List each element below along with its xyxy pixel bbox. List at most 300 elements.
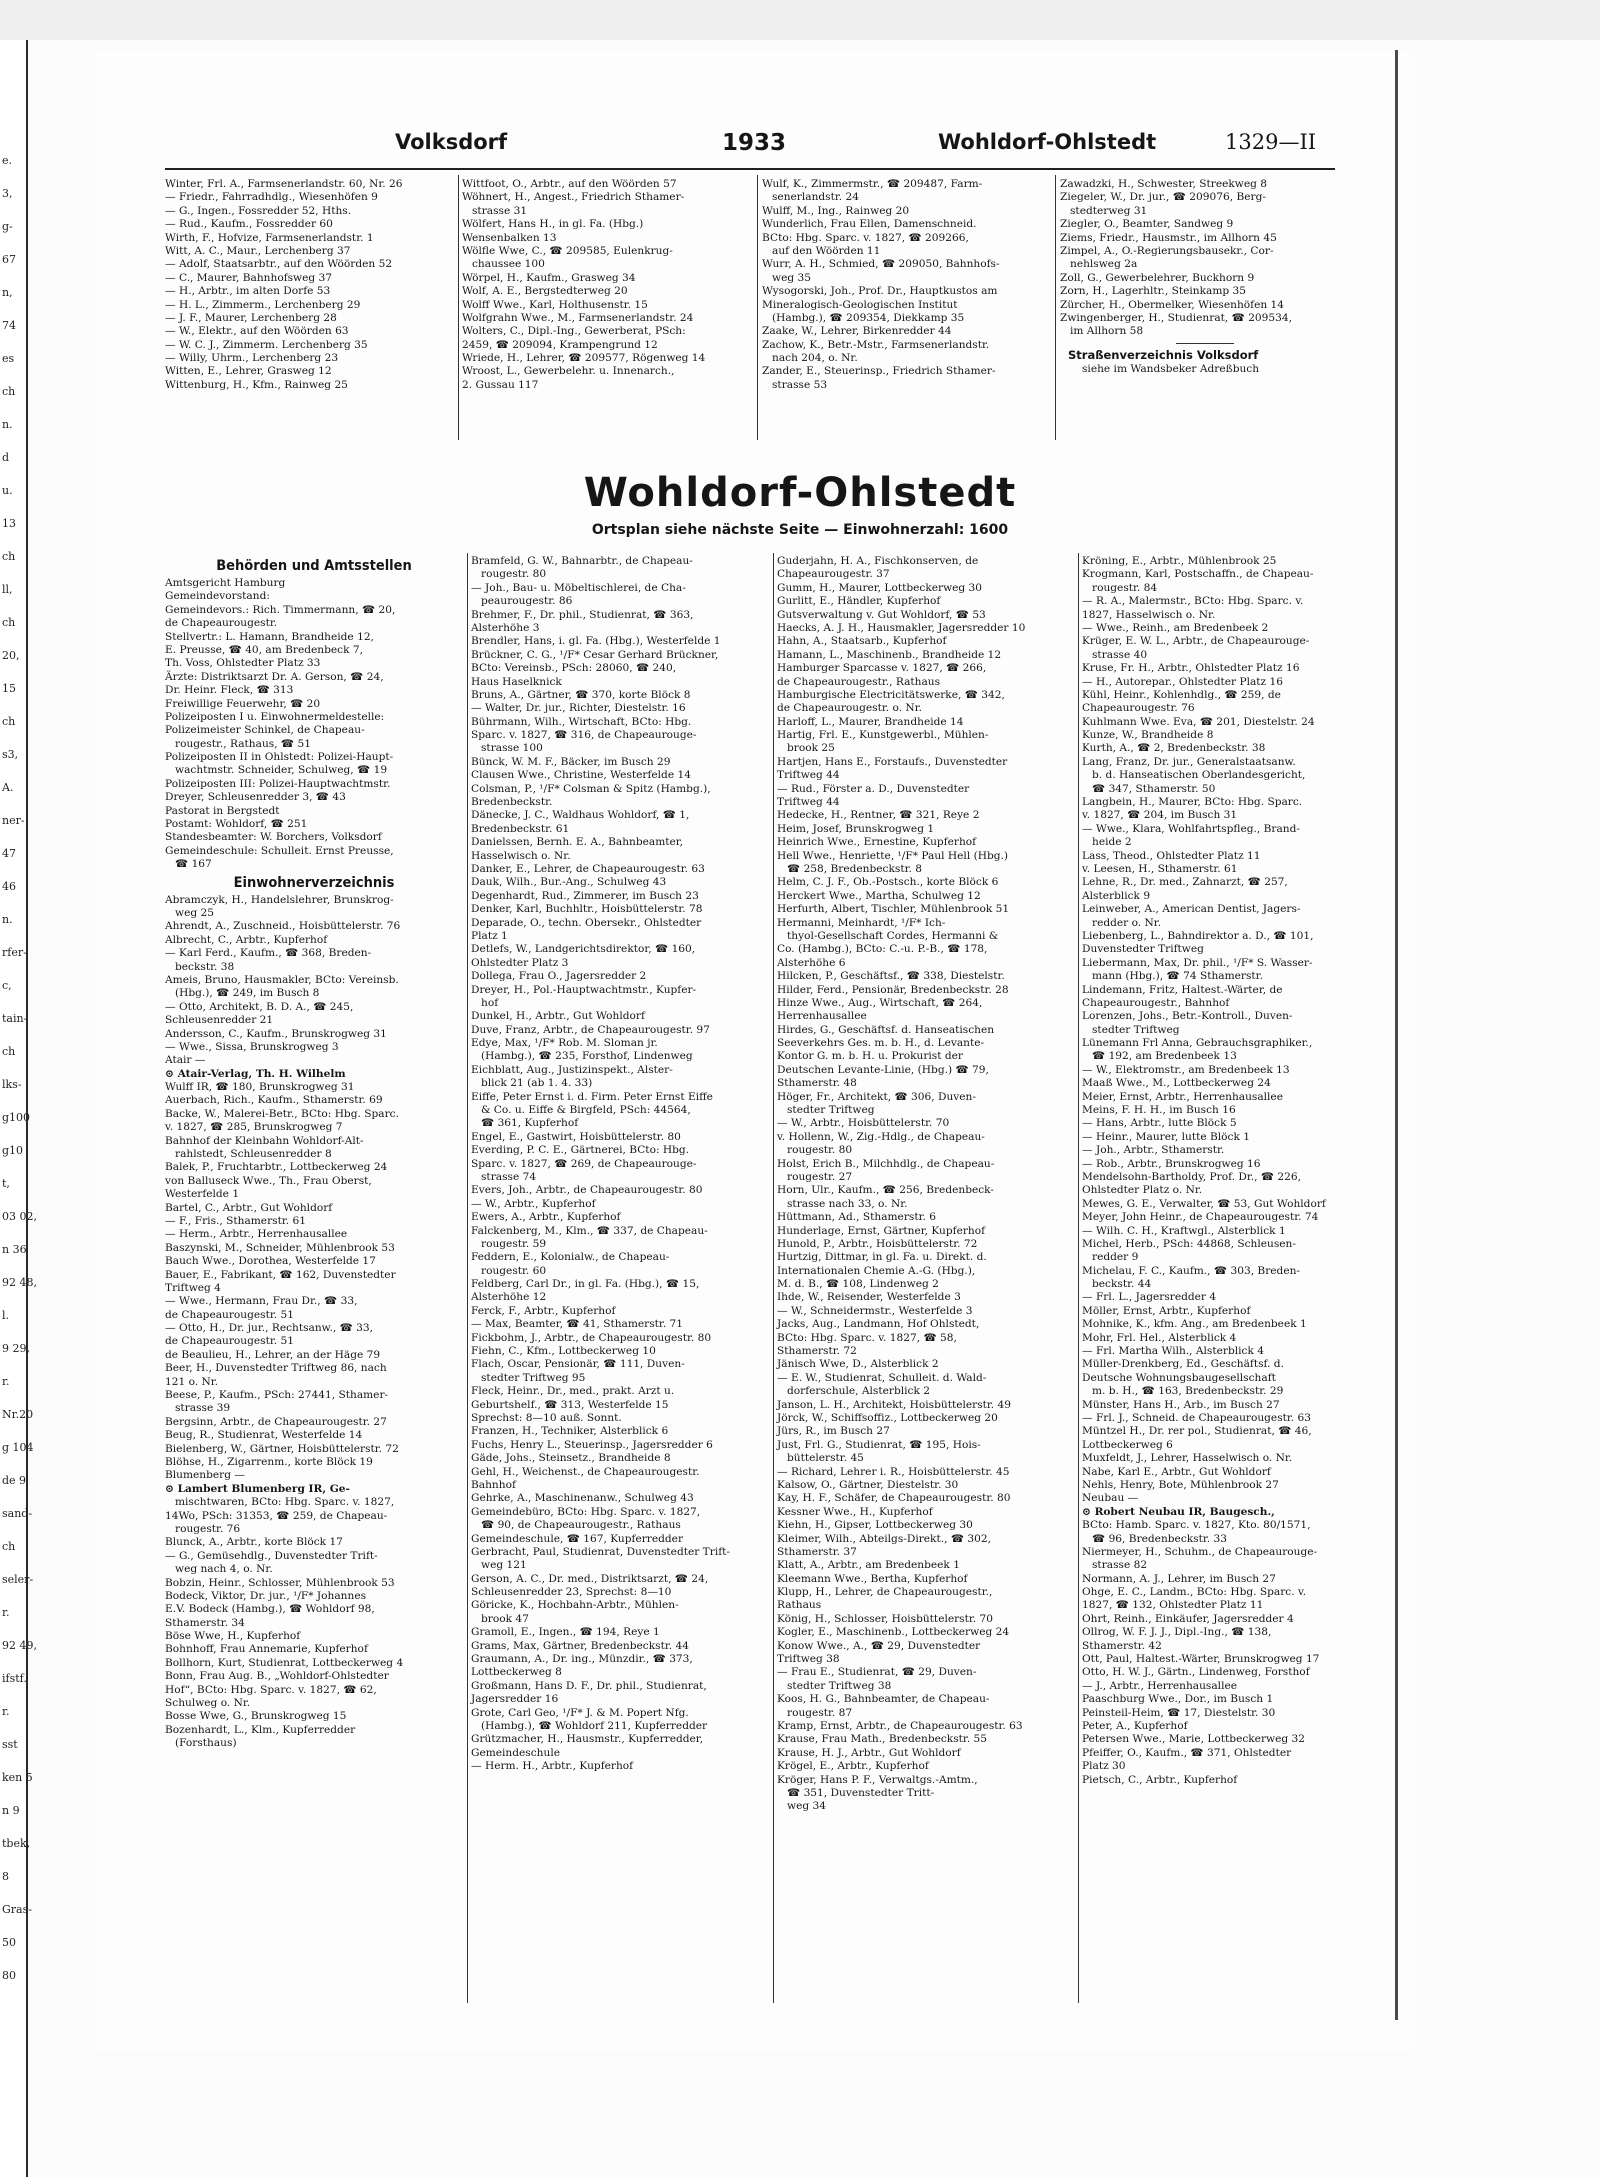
previous-page-fragment: rfer- — [2, 946, 27, 959]
directory-entry-line: Bobzin, Heinr., Schlosser, Mühlenbrook 53 — [165, 1576, 395, 1589]
sheet-right-edge — [1395, 50, 1398, 2020]
directory-entry-line: — Frau E., Studienrat, ☎ 29, Duven- — [777, 1666, 977, 1679]
directory-entry-line: Maaß Wwe., M., Lottbeckerweg 24 — [1082, 1077, 1271, 1090]
directory-entry-line: Alsterhöhe 6 — [777, 956, 846, 969]
strassen-note: siehe im Wandsbeker Adreßbuch — [1082, 362, 1260, 375]
directory-entry-line: Krüger, E. W. L., Arbtr., de Chapeaurouge- — [1082, 635, 1310, 648]
directory-entry-line: Schulweg o. Nr. — [165, 1697, 251, 1710]
directory-entry-line: — W. C. J., Zimmerm. Lerchenberg 35 — [165, 338, 368, 351]
previous-page-fragment: e. — [2, 154, 13, 167]
directory-entry-line: Atair — — [165, 1054, 206, 1067]
directory-entry-line: Kay, H. F., Schäfer, de Chapeaurougestr. 80 — [777, 1492, 1011, 1505]
previous-page-fragment: de 9 — [2, 1474, 27, 1487]
directory-entry-line: Wysogorski, Joh., Prof. Dr., Hauptkustos am — [762, 285, 998, 298]
strassen-heading: Straßenverzeichnis Volksdorf — [1068, 347, 1259, 362]
directory-entry-line: — W., Elektromstr., am Bredenbeek 13 — [1082, 1063, 1290, 1076]
directory-entry-line: blick 21 (ab 1. 4. 33) — [481, 1077, 593, 1090]
directory-entry-line: (Hbg.), ☎ 249, im Busch 8 — [175, 987, 320, 1000]
directory-entry-line: Eiffe, Peter Ernst i. d. Firm. Peter Ernst Eiffe — [471, 1090, 713, 1103]
column-3 — [777, 555, 1073, 2000]
directory-entry-line: — Heinr., Maurer, lutte Blöck 1 — [1082, 1130, 1251, 1143]
directory-entry-line: Lang, Franz, Dr. jur., Generalstaatsanw. — [1082, 755, 1296, 768]
directory-entry-line: Jürs, R., im Busch 27 — [777, 1425, 890, 1438]
directory-entry-line: Blöhse, H., Zigarrenm., korte Blöck 19 — [165, 1456, 373, 1468]
directory-entry-line: Meins, F. H. H., im Busch 16 — [1082, 1104, 1236, 1117]
directory-entry-line: Dunkel, H., Arbtr., Gut Wohldorf — [471, 1010, 645, 1023]
previous-page-fragment: 20, — [2, 649, 20, 662]
directory-entry-line: Bredenbeckstr. 61 — [471, 822, 570, 835]
directory-entry-line: Gemeindevorstand: — [165, 590, 270, 603]
directory-entry-line: BCto: Hamb. Sparc. v. 1827, Kto. 80/1571, — [1082, 1519, 1311, 1532]
directory-entry-line: Herckert Wwe., Martha, Schulweg 12 — [777, 889, 981, 902]
directory-entry-line: — W., Elektr., auf den Wöörden 63 — [165, 325, 349, 338]
directory-entry-line: Helm, C. J. F., Ob.-Postsch., korte Blöck 6 — [777, 876, 999, 889]
directory-entry-line: — Frl. L., Jagersredder 4 — [1082, 1291, 1217, 1304]
directory-entry-line: Deutsche Wohnungsbaugesellschaft — [1082, 1371, 1276, 1384]
directory-entry-line: Großmann, Hans D. F., Dr. phil., Studienrat, — [471, 1679, 707, 1692]
directory-entry-line: Gemeindeschule: Schulleit. Ernst Preusse, — [165, 844, 394, 857]
directory-entry-line: auf den Wöörden 11 — [772, 244, 881, 257]
directory-entry-line: Witten, E., Lehrer, Grasweg 12 — [165, 365, 332, 378]
directory-entry-line: Wulff, M., Ing., Rainweg 20 — [762, 204, 910, 217]
directory-entry-line: stedter Triftweg — [787, 1104, 875, 1117]
directory-entry-line: rougestr. 59 — [481, 1237, 547, 1250]
directory-entry-line: Ott, Paul, Haltest.-Wärter, Brunskrogweg 17 — [1082, 1653, 1320, 1666]
directory-entry-line: 2. Gussau 117 — [462, 378, 539, 391]
directory-entry-line: Wolf, A. E., Bergstedterweg 20 — [462, 285, 628, 298]
directory-entry-line: Sparc. v. 1827, ☎ 316, de Chapeaurouge- — [471, 729, 697, 742]
previous-page-fragment: sand- — [2, 1507, 33, 1520]
directory-entry-line: Böse Wwe, H., Kupferhof — [165, 1630, 301, 1643]
directory-entry-line: Peinsteil-Heim, ☎ 17, Diestelstr. 30 — [1082, 1706, 1276, 1719]
directory-entry-line: Standesbeamter: W. Borchers, Volksdorf — [165, 831, 382, 844]
directory-entry-line: ⊙ Atair-Verlag, Th. H. Wilhelm — [165, 1067, 346, 1080]
directory-entry-line: Hahn, A., Staatsarb., Kupferhof — [777, 635, 947, 648]
directory-entry-line: ☎ 258, Bredenbeckstr. 8 — [787, 862, 922, 875]
column-divider — [458, 175, 459, 440]
directory-entry-line: ☎ 361, Kupferhof — [481, 1117, 579, 1130]
directory-entry-line: Bührmann, Wilh., Wirtschaft, BCto: Hbg. — [471, 715, 692, 728]
directory-entry-line: Haus Haselknick — [471, 675, 562, 688]
directory-entry-line: Seeverkehrs Ges. m. b. H., d. Levante- — [777, 1037, 985, 1050]
directory-entry-line: — Rud., Förster a. D., Duvenstedter — [777, 782, 970, 795]
directory-entry-line: Gemeindeschule, ☎ 167, Kupferredder — [471, 1532, 684, 1545]
directory-entry-line: Krögel, E., Arbtr., Kupferhof — [777, 1760, 929, 1773]
directory-entry-line: Ameis, Bruno, Hausmakler, BCto: Vereinsb. — [165, 973, 399, 986]
directory-entry-line: Polizeimeister Schinkel, de Chapeau- — [165, 724, 365, 737]
directory-entry-line: Bruns, A., Gärtner, ☎ 370, korte Blöck 8 — [471, 688, 691, 701]
directory-entry-line: — Frl. Martha Wilh., Alsterblick 4 — [1082, 1345, 1264, 1358]
directory-entry-line: Müntzel H., Dr. rer pol., Studienrat, ☎ 46, — [1082, 1425, 1312, 1438]
directory-entry-line: Backe, W., Malerei-Betr., BCto: Hbg. Sparc. — [165, 1107, 399, 1120]
top-column-4 — [1060, 178, 1350, 438]
directory-entry-line: Lass, Theod., Ohlstedter Platz 11 — [1082, 849, 1261, 862]
directory-entry-line: stedter Triftweg 38 — [787, 1679, 892, 1692]
directory-entry-line: Internationalen Chemie A.-G. (Hbg.), — [777, 1264, 976, 1277]
top-column-3 — [762, 178, 1052, 438]
directory-entry-line: Bahnhof — [471, 1478, 516, 1491]
directory-entry-line: Kleimer, Wilh., Abteilgs-Direkt., ☎ 302, — [777, 1532, 991, 1545]
directory-entry-line: Bozenhardt, L., Klm., Kupferredder — [165, 1723, 356, 1736]
directory-entry-line: Bohnhoff, Frau Annemarie, Kupferhof — [165, 1643, 368, 1656]
directory-entry-line: Duvenstedter Triftweg — [1082, 943, 1204, 956]
directory-entry-line: senerlandstr. 24 — [772, 191, 859, 204]
directory-entry-line: Kontor G. m. b. H. u. Prokurist der — [777, 1050, 963, 1063]
directory-entry-line: Gehrke, A., Maschinenanw., Schulweg 43 — [471, 1492, 694, 1505]
directory-entry-line: — Wwe., Klara, Wohlfahrtspfleg., Brand- — [1082, 822, 1300, 835]
directory-entry-line: de Chapeaurougestr. — [165, 617, 278, 630]
directory-entry-line: Krogmann, Karl, Postschaffn., de Chapeau- — [1082, 568, 1314, 581]
previous-page-fragment: r. — [2, 1606, 10, 1619]
directory-entry-line: redder 9 — [1092, 1251, 1139, 1264]
directory-entry-line: ⊙ Robert Neubau IR, Baugesch., — [1082, 1505, 1275, 1518]
directory-entry-line: Mewes, G. E., Verwalter, ☎ 53, Gut Wohldorf — [1082, 1197, 1326, 1210]
directory-entry-line: Gutsverwaltung v. Gut Wohldorf, ☎ 53 — [777, 608, 986, 621]
directory-entry-line: Clausen Wwe., Christine, Westerfelde 14 — [471, 769, 691, 782]
directory-entry-line: Gurlitt, E., Händler, Kupferhof — [777, 595, 941, 608]
previous-page-fragment: ch — [2, 1540, 16, 1553]
directory-entry-line: Bauch Wwe., Dorothea, Westerfelde 17 — [165, 1255, 376, 1268]
directory-entry-line: Colsman, P., ¹/F* Colsman & Spitz (Hambg.), — [471, 782, 711, 795]
directory-entry-line: Ollrog, W. F. J. J., Dipl.-Ing., ☎ 138, — [1082, 1626, 1272, 1639]
directory-entry-line: Wensenbalken 13 — [462, 231, 557, 244]
directory-entry-line: Polizeiposten I u. Einwohnermeldestelle: — [165, 710, 385, 723]
directory-entry-line: Gumm, H., Maurer, Lottbeckerweg 30 — [777, 581, 983, 594]
previous-page-fragment: 8 — [2, 1870, 9, 1883]
previous-page-fragment: r. — [2, 1375, 10, 1388]
directory-entry-line: Beer, H., Duvenstedter Triftweg 86, nach — [165, 1362, 387, 1375]
directory-entry-line: BCto: Hbg. Sparc. v. 1827, ☎ 209266, — [762, 231, 969, 244]
directory-entry-line: Sthamerstr. 72 — [777, 1345, 857, 1358]
directory-entry-line: Jörck, W., Schiffsoffiz., Lottbeckerweg 20 — [777, 1412, 998, 1424]
directory-entry-line: strasse 74 — [481, 1170, 537, 1183]
directory-entry-line: Gramoll, E., Ingen., ☎ 194, Reye 1 — [471, 1626, 660, 1639]
directory-entry-line: M. d. B., ☎ 108, Lindenweg 2 — [777, 1278, 939, 1291]
directory-entry-line: Triftweg 4 — [165, 1281, 221, 1294]
directory-entry-line: 1827, Hasselwisch o. Nr. — [1082, 608, 1216, 621]
section-heading-behoerden: Behörden und Amtsstellen — [216, 558, 412, 574]
directory-entry-line: Paaschburg Wwe., Dor., im Busch 1 — [1082, 1693, 1274, 1706]
column-4 — [1082, 555, 1382, 2000]
directory-entry-line: Dauk, Wilh., Bur.-Ang., Schulweg 43 — [471, 876, 667, 889]
directory-entry-line: Sthamerstr. 34 — [165, 1616, 245, 1629]
directory-entry-line: ☎ 96, Bredenbeckstr. 33 — [1092, 1532, 1227, 1545]
directory-entry-line: — Rud., Kaufm., Fossredder 60 — [165, 218, 333, 231]
directory-entry-line: de Chapeaurougestr., Rathaus — [777, 675, 941, 688]
directory-entry-line: — J. F., Maurer, Lerchenberg 28 — [165, 311, 337, 324]
previous-page-fragment: ch — [2, 616, 16, 629]
directory-entry-line: Herfurth, Albert, Tischler, Mühlenbrook 51 — [777, 903, 1010, 916]
directory-entry-line: — J., Arbtr., Herrenhausallee — [1082, 1679, 1237, 1692]
directory-entry-line: Dollega, Frau O., Jagersredder 2 — [471, 970, 647, 983]
directory-entry-line: Wölfle Wwe, C., ☎ 209585, Eulenkrug- — [462, 244, 673, 257]
directory-entry-line: Jänisch Wwe, D., Alsterblick 2 — [777, 1358, 939, 1371]
directory-entry-line: Petersen Wwe., Marie, Lottbeckerweg 32 — [1082, 1733, 1305, 1746]
previous-page-fragment: n, — [2, 286, 13, 299]
directory-entry-line: Hartjen, Hans E., Forstaufs., Duvenstedter — [777, 755, 1008, 768]
previous-page-fragment: 74 — [2, 319, 16, 332]
directory-entry-line: — Adolf, Staatsarbtr., auf den Wöörden 52 — [165, 258, 393, 271]
directory-entry-line: — C., Maurer, Bahnhofsweg 37 — [165, 271, 333, 284]
directory-entry-line: — Wilh. C. H., Kraftwgl., Alsterblick 1 — [1082, 1224, 1286, 1237]
directory-entry-line: Klupp, H., Lehrer, de Chapeaurougestr., — [777, 1586, 993, 1599]
directory-entry-line: Polizeiposten II in Ohlstedt: Polizei-Haupt- — [165, 751, 394, 764]
directory-entry-line: Auerbach, Rich., Kaufm., Sthamerstr. 69 — [165, 1094, 383, 1107]
directory-entry-line: Hunderlage, Ernst, Gärtner, Kupferhof — [777, 1224, 986, 1237]
directory-entry-line: Brendler, Hans, i. gl. Fa. (Hbg.), Westerfelde 1 — [471, 635, 721, 648]
directory-entry-line: Wittfoot, O., Arbtr., auf den Wöörden 57 — [462, 178, 677, 190]
directory-entry-line: Balek, P., Fruchtarbtr., Lottbeckerweg 24 — [165, 1161, 388, 1174]
directory-entry-line: Hamann, L., Maschinenb., Brandheide 12 — [777, 648, 1002, 661]
previous-page-fragment: 47 — [2, 847, 16, 860]
directory-entry-line: Stellvertr.: L. Hamann, Brandheide 12, — [165, 630, 374, 643]
directory-entry-line: Lünemann Frl Anna, Gebrauchsgraphiker., — [1082, 1037, 1313, 1050]
previous-page-fragment: g- — [2, 220, 13, 233]
directory-entry-line: Hell Wwe., Henriette, ¹/F* Paul Hell (Hbg.) — [777, 849, 1009, 862]
directory-entry-line: Liebenberg, L., Bahndirektor a. D., ☎ 101, — [1082, 929, 1314, 942]
directory-entry-line: brook 25 — [787, 742, 835, 755]
directory-entry-line: BCto: Vereinsb., PSch: 28060, ☎ 240, — [471, 662, 677, 675]
directory-entry-line: Kuhlmann Wwe. Eva, ☎ 201, Diestelstr. 24 — [1082, 715, 1315, 728]
directory-entry-line: Zoll, G., Gewerbelehrer, Buckhorn 9 — [1060, 271, 1255, 284]
top-column-2 — [462, 178, 752, 438]
directory-entry-line: Ohge, E. C., Landm., BCto: Hbg. Sparc. v. — [1082, 1586, 1307, 1599]
directory-entry-line: Otto, H. W. J., Gärtn., Lindenweg, Forsthof — [1082, 1666, 1310, 1679]
column-divider — [467, 553, 468, 2003]
divider — [1060, 339, 1350, 347]
previous-page-fragment: es — [2, 352, 15, 365]
directory-entry-line: Neubau — — [1082, 1492, 1139, 1505]
directory-entry-line: dorferschule, Alsterblick 2 — [787, 1385, 930, 1398]
directory-entry-line: — W., Arbtr., Kupferhof — [471, 1197, 596, 1210]
previous-page-fragment: 3, — [2, 187, 13, 200]
directory-entry-line: Hartig, Frl. E., Kunstgewerbl., Mühlen- — [777, 729, 989, 742]
directory-entry-line: Postamt: Wohldorf, ☎ 251 — [165, 818, 308, 831]
directory-entry-line: Denker, Karl, Buchhltr., Hoisbüttelerstr. 78 — [471, 903, 703, 916]
directory-entry-line: Wunderlich, Frau Ellen, Damenschneid. — [762, 218, 977, 231]
directory-entry-line: Niermeyer, H., Schuhm., de Chapeaurouge- — [1082, 1545, 1318, 1558]
header-rule — [165, 168, 1335, 170]
directory-entry-line: im Allhorn 58 — [1070, 325, 1144, 338]
directory-entry-line: Hurtzig, Dittmar, in gl. Fa. u. Direkt. d. — [777, 1251, 987, 1264]
directory-entry-line: Fleck, Heinr., Dr., med., prakt. Arzt u. — [471, 1385, 675, 1398]
column-divider — [1055, 175, 1056, 440]
directory-entry-line: Blumenberg — — [165, 1469, 245, 1482]
top-column-1 — [165, 178, 453, 438]
directory-entry-line: Grützmacher, H., Hausmstr., Kupferredder, — [471, 1733, 704, 1746]
directory-entry-line: de Chapeaurougestr. 51 — [165, 1308, 294, 1321]
directory-entry-line: weg nach 4, o. Nr. — [175, 1563, 273, 1576]
previous-page-fragment: t, — [2, 1177, 10, 1190]
directory-entry-line: Ohrt, Reinh., Einkäufer, Jagersredder 4 — [1082, 1612, 1294, 1625]
previous-page-fragment: 92 48, — [2, 1276, 37, 1289]
directory-entry-line: Schleusenredder 21 — [165, 1014, 274, 1027]
directory-entry-line: ☎ 167 — [175, 858, 212, 871]
directory-entry-line: 1827, ☎ 132, Ohlstedter Platz 11 — [1082, 1599, 1264, 1612]
directory-entry-line: Triftweg 44 — [777, 796, 840, 809]
directory-entry-line: v. 1827, ☎ 285, Brunskrogweg 7 — [165, 1121, 343, 1134]
previous-page-fragment: n 9 — [2, 1804, 20, 1817]
directory-entry-line: — F., Fris., Sthamerstr. 61 — [165, 1214, 306, 1227]
directory-entry-line: E.V. Bodeck (Hambg.), ☎ Wohldorf 98, — [165, 1603, 375, 1616]
directory-entry-line: Meier, Ernst, Arbtr., Herrenhausallee — [1082, 1090, 1283, 1103]
directory-entry-line: weg 25 — [175, 906, 214, 919]
directory-entry-line: Platz 1 — [471, 929, 508, 942]
directory-entry-line: Kogler, E., Maschinenb., Lottbeckerweg 24 — [777, 1626, 1010, 1639]
directory-entry-line: weg 35 — [772, 271, 811, 284]
directory-entry-line: strasse 82 — [1092, 1559, 1148, 1572]
scan-top-band — [0, 0, 1600, 40]
previous-page-fragment: 46 — [2, 880, 16, 893]
directory-entry-line: weg 121 — [481, 1559, 527, 1572]
directory-entry-line: 2459, ☎ 209094, Krampengrund 12 — [462, 338, 658, 351]
directory-entry-line: b. d. Hanseatischen Oberlandesgericht, — [1092, 769, 1306, 782]
previous-page-fragment: g100 — [2, 1111, 31, 1124]
previous-page-fragment: sst — [2, 1738, 18, 1751]
directory-entry-line: Ahrendt, A., Zuschneid., Hoisbüttelerstr. 76 — [165, 920, 401, 933]
directory-entry-line: Zawadzki, H., Schwester, Streekweg 8 — [1060, 178, 1268, 190]
directory-entry-line: Triftweg 44 — [777, 769, 840, 782]
directory-entry-line: Baszynski, M., Schneider, Mühlenbrook 53 — [165, 1241, 395, 1254]
directory-entry-line: Bonn, Frau Aug. B., „Wohldorf-Ohlstedter — [165, 1670, 389, 1683]
directory-entry-line: (Forsthaus) — [175, 1737, 237, 1750]
directory-entry-line: Wolters, C., Dipl.-Ing., Gewerberat, PSch: — [462, 325, 686, 338]
directory-entry-line: chaussee 100 — [472, 258, 545, 271]
directory-entry-line: Hunold, P., Arbtr., Hoisbüttelerstr. 72 — [777, 1237, 978, 1250]
directory-entry-line: Hirdes, G., Geschäftsf. d. Hanseatischen — [777, 1023, 995, 1036]
directory-entry-line: Grams, Max, Gärtner, Bredenbeckstr. 44 — [471, 1639, 689, 1652]
directory-entry-line: — H., Arbtr., im alten Dorfe 53 — [165, 285, 331, 298]
directory-entry-line: Gemeindevors.: Rich. Timmermann, ☎ 20, — [165, 603, 396, 616]
column-2 — [471, 555, 769, 2000]
directory-entry-line: Peter, A., Kupferhof — [1082, 1719, 1188, 1732]
previous-page-fragment: tbek, — [2, 1837, 31, 1850]
previous-page-fragment: n. — [2, 418, 13, 431]
directory-entry-line: — Otto, H., Dr. jur., Rechtsanw., ☎ 33, — [165, 1322, 374, 1335]
directory-entry-line: Pfeiffer, O., Kaufm., ☎ 371, Ohlstedter — [1082, 1746, 1292, 1759]
directory-entry-line: Bielenberg, W., Gärtner, Hoisbüttelerstr. 72 — [165, 1442, 399, 1455]
directory-entry-line: Michel, Herb., PSch: 44868, Schleusen- — [1082, 1237, 1296, 1250]
directory-entry-line: Eichblatt, Aug., Justizinspekt., Alster- — [471, 1063, 673, 1076]
directory-entry-line: — Max, Beamter, ☎ 41, Sthamerstr. 71 — [471, 1318, 684, 1331]
directory-entry-line: — Walter, Dr. jur., Richter, Diestelstr. 16 — [471, 702, 686, 715]
directory-entry-line: Brückner, C. G., ¹/F* Cesar Gerhard Brückner, — [471, 648, 719, 661]
directory-entry-line: Wulff IR, ☎ 180, Brunskrogweg 31 — [165, 1081, 355, 1094]
header-right: Wohldorf-Ohlstedt — [938, 130, 1157, 154]
directory-entry-line: — Willy, Uhrm., Lerchenberg 23 — [165, 352, 339, 365]
previous-page-fragment: ch — [2, 550, 16, 563]
directory-entry-line: wachtmstr. Schneider, Schulweg, ☎ 19 — [175, 764, 388, 777]
directory-entry-line: Bahnhof der Kleinbahn Wohldorf-Alt- — [165, 1134, 364, 1147]
directory-entry-line: Alsterhöhe 12 — [471, 1291, 547, 1304]
directory-entry-line: Zaake, W., Lehrer, Birkenredder 44 — [762, 325, 952, 338]
previous-page-fragment: Nr.20 — [2, 1408, 34, 1421]
directory-entry-line: mann (Hbg.), ☎ 74 Sthamerstr. — [1092, 970, 1263, 983]
directory-entry-line: Geburtshelf., ☎ 313, Westerfelde 15 — [471, 1398, 669, 1411]
previous-page-strip — [0, 40, 37, 2177]
directory-entry-line: Kalsow, O., Gärtner, Diestelstr. 30 — [777, 1478, 959, 1491]
directory-entry-line: beckstr. 38 — [175, 960, 235, 973]
previous-page-fragment: tain- — [2, 1012, 28, 1025]
directory-entry-line: Fuchs, Henry L., Steuerinsp., Jagersredder 6 — [471, 1438, 713, 1451]
directory-entry-line: Wirth, F., Hofvize, Farmsenerlandstr. 1 — [165, 231, 374, 244]
directory-entry-line: Wolfgrahn Wwe., M., Farmsenerlandstr. 24 — [462, 311, 694, 324]
previous-page-fragment: 15 — [2, 682, 16, 695]
directory-entry-line: König, H., Schlosser, Hoisbüttelerstr. 70 — [777, 1612, 993, 1625]
directory-entry-line: Leinweber, A., American Dentist, Jagers- — [1082, 903, 1301, 916]
directory-entry-line: Bauer, E., Fabrikant, ☎ 162, Duvenstedter — [165, 1268, 396, 1281]
directory-entry-line: Danker, E., Lehrer, de Chapeaurougestr. 63 — [471, 862, 705, 875]
directory-entry-line: ☎ 351, Duvenstedter Tritt- — [787, 1786, 935, 1799]
directory-entry-line: rougestr. 27 — [787, 1170, 853, 1183]
directory-entry-line: Zimpel, A., O.-Regierungsbausekr., Cor- — [1060, 244, 1274, 257]
directory-entry-line: Kleemann Wwe., Bertha, Kupferhof — [777, 1572, 968, 1585]
directory-entry-line: Mohnike, K., kfm. Ang., am Bredenbeek 1 — [1082, 1318, 1307, 1331]
directory-entry-line: Beug, R., Studienrat, Westerfelde 14 — [165, 1429, 363, 1442]
directory-entry-line: nehlsweg 2a — [1070, 258, 1138, 271]
directory-entry-line: stedter Triftweg — [1092, 1023, 1180, 1036]
directory-entry-line: Kunze, W., Brandheide 8 — [1082, 729, 1214, 742]
directory-entry-line: Harloff, L., Maurer, Brandheide 14 — [777, 715, 964, 728]
directory-entry-line: Koos, H. G., Bahnbeamter, de Chapeau- — [777, 1693, 990, 1706]
page-number: 1329—II — [1225, 130, 1317, 154]
directory-entry-line: Müller-Drenkberg, Ed., Geschäftsf. d. — [1082, 1358, 1284, 1371]
directory-entry-line: Evers, Joh., Arbtr., de Chapeaurougestr. 80 — [471, 1184, 703, 1197]
directory-entry-line: — Wwe., Reinh., am Bredenbeek 2 — [1082, 621, 1269, 634]
directory-entry-line: — Otto, Architekt, B. D. A., ☎ 245, — [165, 1000, 354, 1013]
directory-entry-line: Hedecke, H., Rentner, ☎ 321, Reye 2 — [777, 809, 980, 822]
directory-entry-line: Hamburger Sparcasse v. 1827, ☎ 266, — [777, 662, 987, 675]
directory-entry-line: Göricke, K., Hochbahn-Arbtr., Mühlen- — [471, 1599, 679, 1612]
directory-entry-line: — Karl Ferd., Kaufm., ☎ 368, Breden- — [165, 947, 372, 960]
directory-entry-line: Hilcken, P., Geschäftsf., ☎ 338, Diestelstr. — [777, 970, 1005, 983]
directory-entry-line: stedterweg 31 — [1070, 204, 1148, 217]
directory-entry-line: Münster, Hans H., Arb., im Busch 27 — [1082, 1398, 1280, 1411]
previous-page-fragment: g 104 — [2, 1441, 34, 1454]
directory-entry-line: — W., Schneidermstr., Westerfelde 3 — [777, 1304, 973, 1317]
directory-entry-line: Zorn, H., Lagerhltr., Steinkamp 35 — [1060, 285, 1247, 298]
directory-entry-line: Heim, Josef, Brunskrogweg 1 — [777, 822, 935, 835]
previous-page-fragment: seler- — [2, 1573, 34, 1586]
directory-entry-line: Bergsinn, Arbtr., de Chapeaurougestr. 27 — [165, 1415, 387, 1428]
directory-entry-line: rougestr. 76 — [175, 1522, 241, 1535]
directory-entry-line: Edye, Max, ¹/F* Rob. M. Sloman jr. — [471, 1037, 658, 1050]
previous-page-fragment: n 36 — [2, 1243, 27, 1256]
directory-entry-line: Duve, Franz, Arbtr., de Chapeaurougestr. 97 — [471, 1023, 710, 1036]
directory-entry-line: Haecks, A. J. H., Hausmakler, Jagersredder 10 — [777, 621, 1026, 634]
directory-entry-line: E. Preusse, ☎ 40, am Bredenbeck 7, — [165, 643, 364, 656]
directory-entry-line: Lehne, R., Dr. med., Zahnarzt, ☎ 257, — [1082, 876, 1288, 889]
directory-entry-line: Chapeaurougestr., Bahnhof — [1082, 996, 1230, 1009]
directory-entry-line: Detlefs, W., Landgerichtsdirektor, ☎ 160, — [471, 943, 696, 956]
directory-entry-line: Kramp, Ernst, Arbtr., de Chapeaurougestr. 63 — [777, 1719, 1023, 1732]
previous-page-fragment: ch — [2, 385, 16, 398]
directory-entry-line: Bodeck, Viktor, Dr. jur., ¹/F* Johannes — [165, 1589, 367, 1602]
previous-page-fragment: s3, — [2, 748, 19, 761]
directory-entry-line: Winter, Frl. A., Farmsenerlandstr. 60, Nr. 26 — [165, 178, 403, 190]
directory-entry-line: Wittenburg, H., Kfm., Rainweg 25 — [165, 378, 348, 391]
directory-entry-line: v. Hollenn, W., Zig.-Hdlg., de Chapeau- — [777, 1130, 985, 1143]
previous-page-fragment: u. — [2, 484, 13, 497]
directory-entry-line: Lottbeckerweg 8 — [471, 1666, 562, 1679]
directory-entry-line: Bartel, C., Arbtr., Gut Wohldorf — [165, 1201, 333, 1214]
directory-entry-line: — R. A., Malermstr., BCto: Hbg. Sparc. v. — [1082, 595, 1304, 608]
directory-entry-line: Grote, Carl Geo, ¹/F* J. & M. Popert Nfg. — [471, 1706, 689, 1719]
directory-entry-line: Sthamerstr. 48 — [777, 1077, 857, 1090]
directory-entry-line: rougestr. 80 — [787, 1144, 853, 1157]
directory-entry-line: Chapeaurougestr. 37 — [777, 568, 890, 581]
directory-entry-line: Abramczyk, H., Handelslehrer, Brunskrog- — [165, 893, 394, 906]
